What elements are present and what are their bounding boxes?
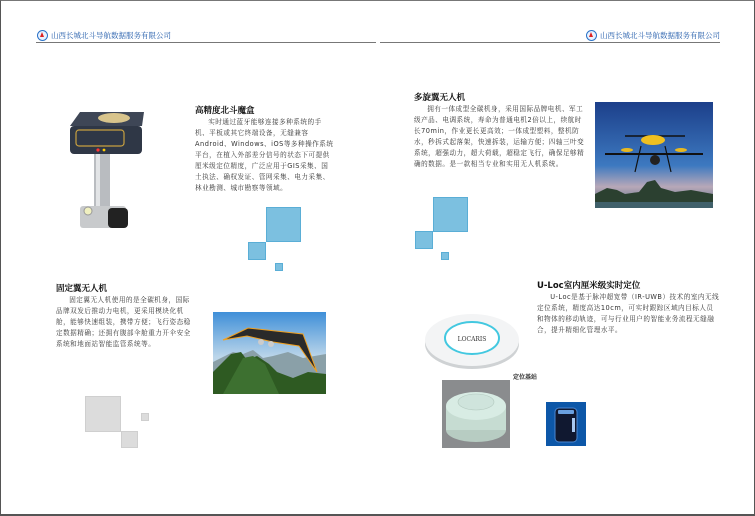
decor-square-medium: [248, 242, 266, 260]
decor-square-grey-medium: [121, 431, 138, 448]
uloc-base-station-image: [442, 380, 510, 448]
multirotor-body: 拥有一体成型全碳机身，采用国际品牌电机、军工级产品、电调系统，寿命为普通电机2倍以上，续航时长70min，作业更长更高效；一体成型塑料，整机防水，秒拆式起落架，快速拆装，运输方便；四轴三叶变系统，超强动力，超大荷载，超稳定飞行，确保足够精确的数据。是一款相当专业和实用无人机系统。: [414, 105, 585, 168]
beidou-box-body: 实时通过蓝牙能够连接多种系统的手机、平板或其它终端设备，无缝兼容Android、Windows、iOS等多种操作系统平台，在植入外部差分信号的状态下可提供厘米级定位精度，广泛应用于GIS采集、国土执法、确权发证、管网采集、电力采集、林业勘测、城市勘察等领域。: [195, 118, 334, 192]
company-name-right: 山西长城北斗导航数据服务有限公司: [600, 31, 720, 40]
header-rule-right: [380, 42, 720, 43]
beidou-box-image: [58, 108, 158, 236]
decor-square-grey-large: [85, 396, 121, 432]
uloc-title: U-Loc室内厘米级实时定位: [537, 281, 641, 291]
company-logo-icon: [586, 30, 597, 41]
decor-square-medium: [415, 231, 433, 249]
fixed-wing-title: 固定翼无人机: [56, 284, 108, 294]
beidou-box-title: 高精度北斗魔盒: [195, 106, 255, 116]
company-name-left: 山西长城北斗导航数据服务有限公司: [51, 31, 171, 40]
uloc-device-label: LOCARIS: [457, 336, 487, 343]
multirotor-drone-image: [595, 102, 713, 208]
uloc-tag-image: [546, 402, 586, 446]
header-left: [37, 30, 171, 41]
fixed-wing-body: 固定翼无人机使用的是全碳机身，国际品牌双发后推动力电机，更采用模块化机舱，能够快速组装，携带方便；飞行姿态稳定数据精确；还拥有腹部伞舱重力开伞安全系统和地面站智能监管系统等。: [56, 296, 191, 348]
decor-square-small: [441, 252, 449, 260]
uloc-caption: 定位基站: [513, 374, 538, 381]
fixed-wing-drone-image: [213, 312, 326, 394]
decor-square-large: [266, 207, 301, 242]
uloc-body: U-Loc是基于脉冲超宽带（IR-UWB）技术的室内无线定位系统，精度高达10cm，可实时跟踪区域内目标人员和物体的移动轨迹，可与行业用户的智能业务流程无缝融合，提升精细化管理水平。: [537, 293, 720, 334]
decor-square-small: [275, 263, 283, 271]
decor-square-grey-small: [141, 413, 149, 421]
company-logo-icon: [37, 30, 48, 41]
header-right: [586, 30, 720, 41]
multirotor-title: 多旋翼无人机: [414, 93, 466, 103]
uloc-anchor-image: [423, 308, 521, 372]
decor-square-large: [433, 197, 468, 232]
header-rule-left: [36, 42, 376, 43]
